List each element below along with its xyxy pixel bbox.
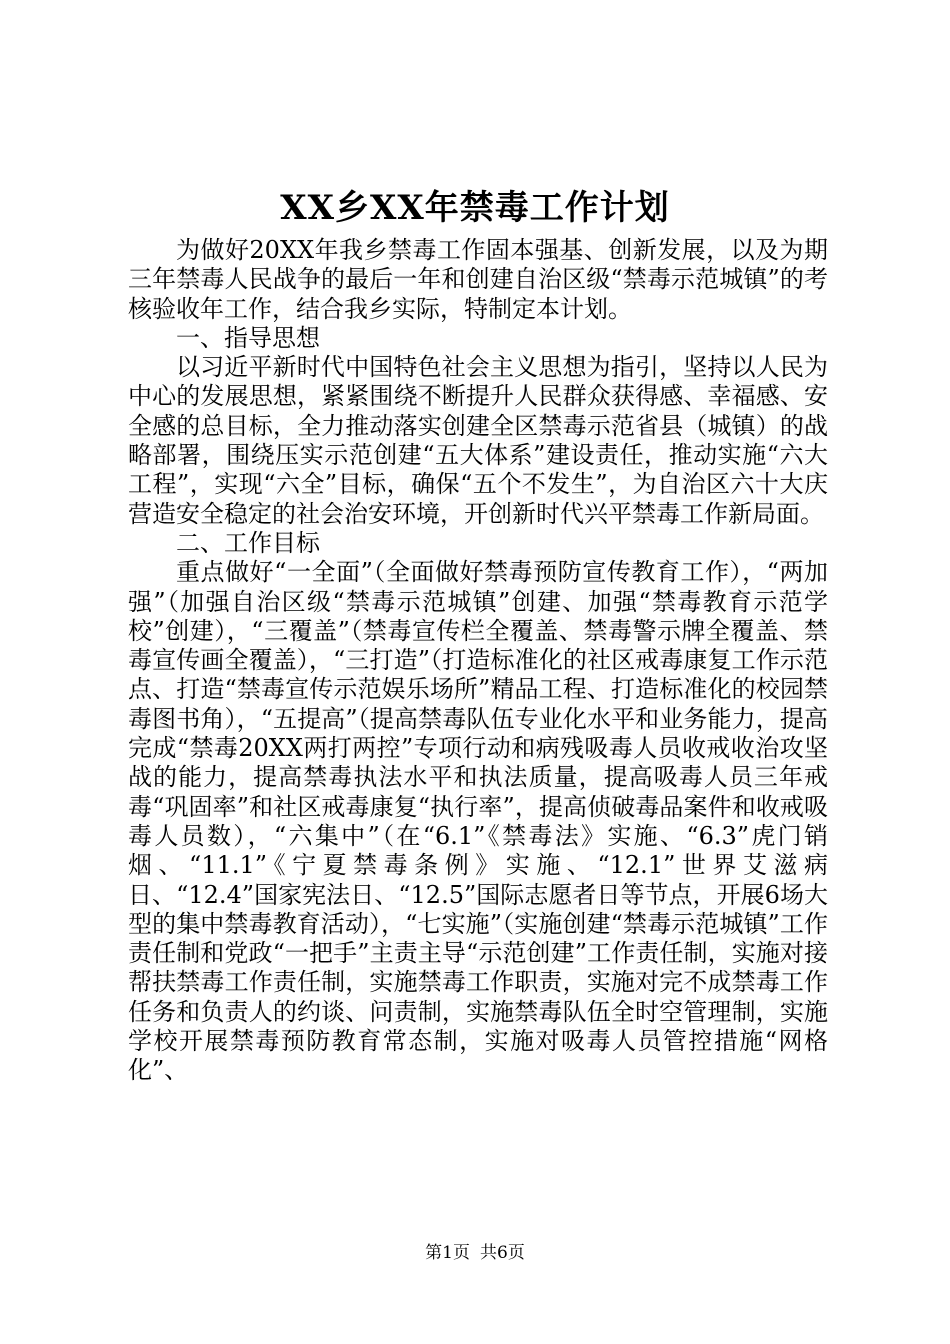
document-body (128, 236, 828, 1086)
document-title: XX乡XX年禁毒工作计划 (280, 188, 670, 228)
guiding-ideology-paragraph: 以习近平新时代中国特色社会主义思想为指引，坚持以人民为中心的发展思想，紧紧围绕不断提升人民群众获得感、幸福感、安全感的总目标，全力推动落实创建全区禁毒示范省县（城镇）的战略部署，围绕压实示范创建“五大体系”建设责任，推动实施“六大工程”，实现“六全”目标，确保“五个不发生”，为自治区六十大庆营造安全稳定的社会治安环境，开创新时代兴平禁毒工作新局面。 (128, 353, 828, 528)
page-footer (0, 1241, 950, 1265)
page-total: 共6页 (480, 1243, 525, 1263)
work-goals-paragraph: 重点做好“一全面”（全面做好禁毒预防宣传教育工作），“两加强”（加强自治区级“禁毒示范城镇”创建、加强“禁毒教育示范学校”创建），“三覆盖”（禁毒宣传栏全覆盖、禁毒警示牌全覆盖、禁毒宣传画全覆盖），“三打造”（打造标准化的社区戒毒康复工作示范点、打造“禁毒宣传示范娱乐场所”精品工程、打造标准化的校园禁毒图书角），“五提高”（提高禁毒队伍专业化水平和业务能力，提高完成“禁毒20XX两打两控”专项行动和病残吸毒人员收戒收治攻坚战的能力，提高禁毒执法水平和执法质量，提高吸毒人员三年戒毒“巩固率”和社区戒毒康复“执行率”，提高侦破毒品案件和收戒吸毒人员数），“六集中”（在“6.1”《禁毒法》实施、“6.3”虎门销烟、“11.1”《宁夏禁毒条例》实施、“12.1”世界艾滋病日、“12.4”国家宪法日、“12.5”国际志愿者日等节点，开展6场大型的集中禁毒教育活动），“七实施”（实施创建“禁毒示范城镇”工作责任制和党政“一把手”主责主导“示范创建”工作责任制，实施对接帮扶禁毒工作责任制，实施禁毒工作职责，实施对完不成禁毒工作任务和负责人的约谈、问责制，实施禁毒队伍全时空管理制，实施学校开展禁毒预防教育常态制，实施对吸毒人员管控措施“网格化”、 (128, 558, 828, 1085)
intro-paragraph: 为做好20XX年我乡禁毒工作固本强基、创新发展，以及为期三年禁毒人民战争的最后一年和创建自治区级“禁毒示范城镇”的考核验收年工作，结合我乡实际，特制定本计划。 (128, 236, 828, 323)
page-number: 第1页 (425, 1243, 470, 1263)
section-heading-work-goals: 二、工作目标 (176, 528, 320, 557)
section-heading-guiding-ideology: 一、指导思想 (176, 323, 320, 352)
